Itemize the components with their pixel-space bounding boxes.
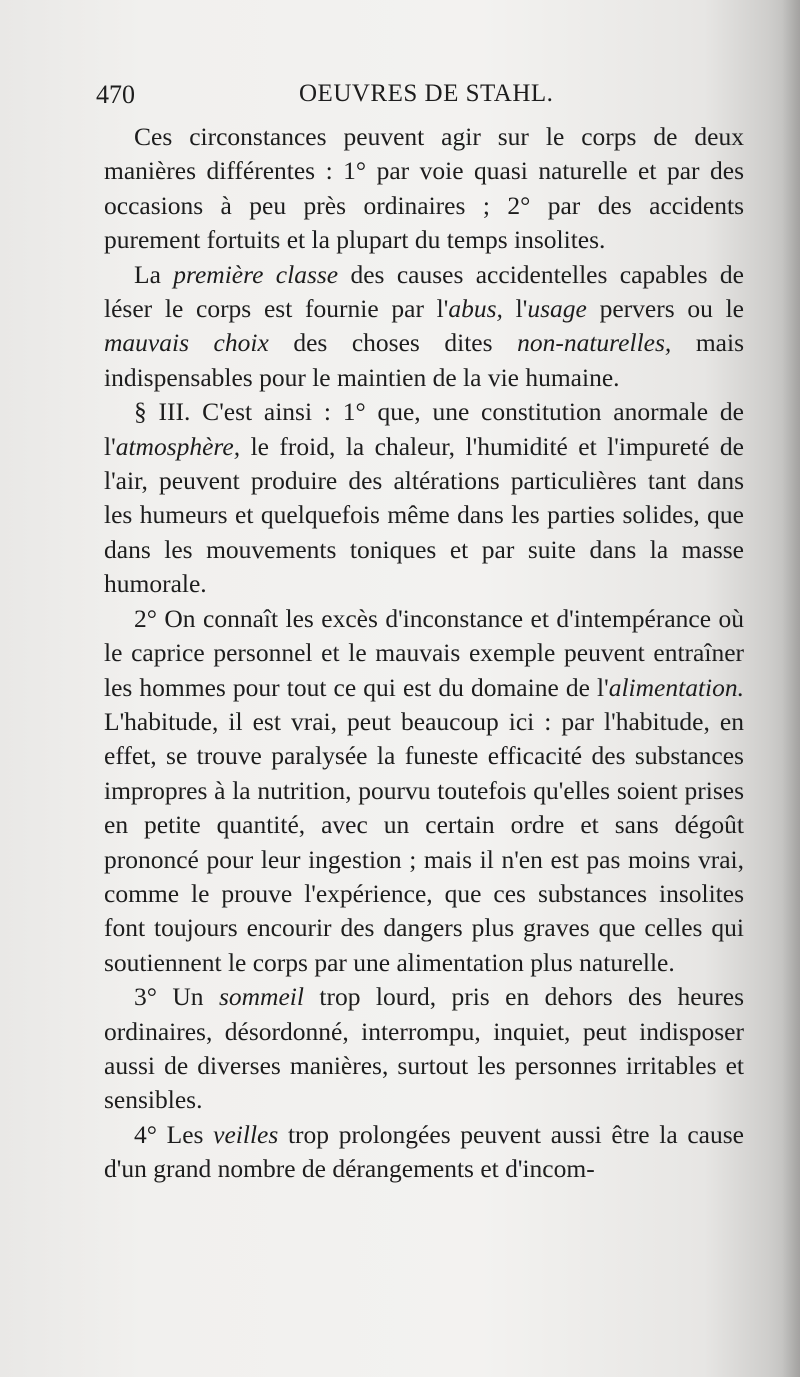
text-segment: 3° Un xyxy=(134,982,219,1012)
italic-text: première classe xyxy=(173,259,339,289)
text-segment: La xyxy=(134,259,174,289)
text-segment: § III. C'est ainsi : 1° que, une constitution anormale de l' xyxy=(104,397,744,461)
paragraph xyxy=(104,395,744,601)
text-segment: pervers ou le xyxy=(586,294,744,324)
text-segment: L'habitude, il est vrai, peut beaucoup ici : par l'habitude, en effet, se trouve paralysée la funeste efficacité des substances impropres à la nutrition, pourvu toutefois qu'elles soient prises en petite quantité, avec un certain ordre et sans dégoût prononcé pour leur ingestion ; mais il n'en est pas moins vrai, comme le prouve l'expérience, que ces substances insolites font toujours encourir des dangers plus graves que celles qui soutiennent le corps par une alimentation plus naturelle. xyxy=(104,706,744,977)
paragraph xyxy=(104,602,744,980)
text-segment: mais indispensables pour le maintien de la vie humaine. xyxy=(104,328,744,392)
italic-text: usage xyxy=(527,294,587,324)
italic-text: abus, xyxy=(448,294,503,324)
italic-text: atmosphère, xyxy=(115,431,241,461)
paragraph xyxy=(104,1118,744,1187)
italic-text: mauvais choix xyxy=(104,328,269,358)
text-segment: trop lourd, pris en dehors des heures ordinaires, désordonné, interrompu, inquiet, peut indisposer aussi de diverses manières, surtout les personnes irritables et sensibles. xyxy=(104,982,744,1115)
italic-text: veilles xyxy=(213,1119,279,1149)
text-segment: Ces circonstances peuvent agir sur le corps de deux manières différentes : 1° par voie quasi naturelle et par des occasions à peu près ordinaires ; 2° par des accidents purement fortuits et la plupart du temps insolites. xyxy=(104,122,744,255)
text-segment: 2° On connaît les excès d'inconstance et d'intempérance où le caprice personnel et le mauvais exemple peuvent entraîner les hommes pour tout ce qui est du domaine de l' xyxy=(104,603,744,702)
italic-text: non-naturelles, xyxy=(517,328,672,358)
paragraph xyxy=(104,258,744,396)
page-header xyxy=(96,76,744,120)
text-segment: des causes accidentelles capables de léser le corps est fournie par l' xyxy=(104,259,744,324)
text-segment: des choses dites xyxy=(268,328,518,358)
body-text xyxy=(104,120,744,1187)
text-segment: 4° Les xyxy=(134,1119,214,1149)
text-segment: trop prolongées peuvent aussi être la cause d'un grand nombre de dérangements et d'incom- xyxy=(104,1119,744,1184)
page-edge-shadow xyxy=(782,0,800,1377)
paragraph xyxy=(104,980,744,1118)
text-segment: l' xyxy=(502,294,528,324)
italic-text: sommeil xyxy=(218,982,304,1012)
page-number: 470 xyxy=(96,80,135,109)
italic-text: alimentation. xyxy=(608,672,744,702)
running-title: OEUVRES DE STAHL. xyxy=(299,80,554,107)
book-page xyxy=(96,76,744,1336)
paragraph xyxy=(104,120,744,258)
text-segment: le froid, la chaleur, l'humidité et l'impureté de l'air, peuvent produire des altérations particulières tant dans les humeurs et quelquefois même dans les parties solides, que dans les mouvements toniques et par suite dans la masse humorale. xyxy=(104,431,744,599)
